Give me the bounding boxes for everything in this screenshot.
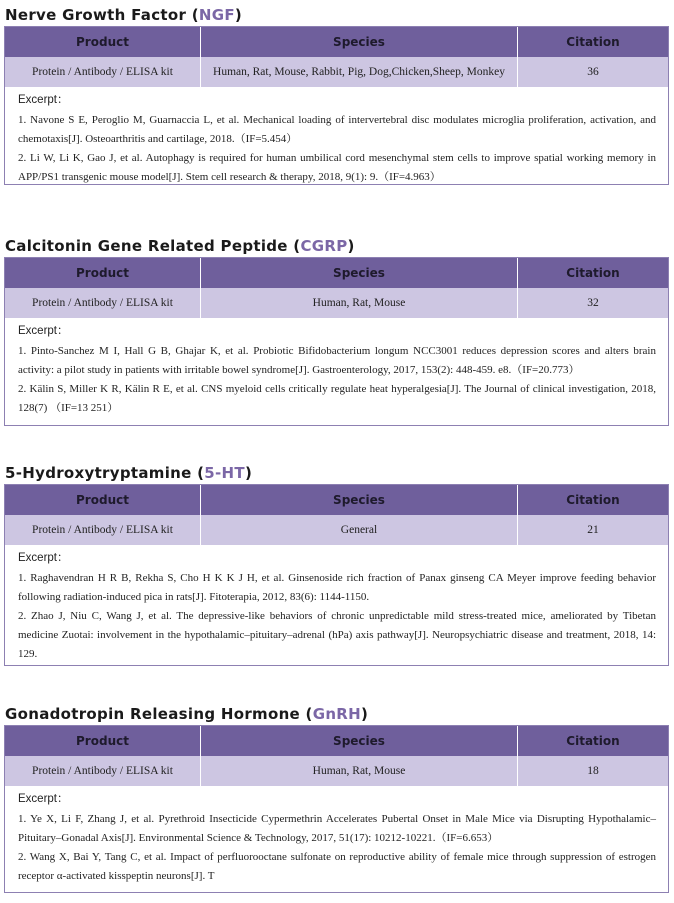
section-ngf [4,4,669,185]
header-product: Product [5,485,201,515]
reference-item: 1. Pinto-Sanchez M I, Hall G B, Ghajar K, et al. Probiotic Bifidobacterium longum NCC3001 reduces depression scores and alters brain activity: a pilot study in patients with irritable bowel syndrome[J]. Gastroenterology, 2017, 153(2): 448-459. e8.（IF=20.773） [18,345,656,376]
header-species: Species [201,258,518,288]
section-title: Gonadotropin Releasing Hormone (GnRH) [5,705,369,723]
table-header [5,485,668,515]
cell-product: Protein / Antibody / ELISA kit [5,288,201,318]
excerpt-label: Excerpt： [18,552,69,564]
header-species: Species [201,485,518,515]
header-product: Product [5,726,201,756]
table-header [5,726,668,756]
reference-item: 1. Raghavendran H R B, Rekha S, Cho H K K J H, et al. Ginsenoside rich fraction of Panax ginseng CA Meyer improve feeding behavior following radiation-induced pica in rats[J]. Fitoterapia, 2012, 83(6): 1144-1150. [18,572,656,603]
cell-citation: 32 [587,297,599,309]
title-text: Nerve Growth Factor [5,6,187,24]
table-row [5,756,668,786]
header-product: Product [5,27,201,57]
table-row [5,515,668,545]
header-citation: Citation [566,266,620,280]
cell-species: Human, Rat, Mouse [201,288,518,318]
reference-item: 2. Li W, Li K, Gao J, et al. Autophagy is required for human umbilical cord mesenchymal stem cells to improve spatial working memory in APP/PS1 transgenic mouse model[J]. Stem cell research & therapy, 2018, 9(1): 9.（IF=4.963） [18,152,656,183]
excerpt-label: Excerpt： [18,793,69,805]
section-title: Nerve Growth Factor (NGF) [5,6,243,24]
cell-product: Protein / Antibody / ELISA kit [5,756,201,786]
cell-citation: 36 [587,66,599,78]
title-abbr: NGF [198,6,235,24]
section-gnrh [4,703,669,893]
section-5ht [4,462,669,666]
product-table [4,484,669,666]
section-cgrp [4,235,669,426]
excerpt-block [5,87,668,184]
reference-item: 2. Zhao J, Niu C, Wang J, et al. The depressive-like behaviors of chronic unpredictable mild stress-treated mice, ameliorated by Tibetan medicine Zuotai: involvement in the hypothalamic–pituitary–adrenal (hPa) axis pathway[J]. Neuropsychiatric disease and treatment, 2018, 14: 129. [18,610,656,660]
cell-species: General [201,515,518,545]
reference-item: 1. Navone S E, Peroglio M, Guarnaccia L, et al. Mechanical loading of intervertebral disc modulates microglia proliferation, activation, and chemotaxis[J]. Osteoarthritis and cartilage, 2018.（IF=5.454） [18,114,656,145]
header-citation: Citation [566,493,620,507]
excerpt-block [5,786,668,892]
header-species: Species [201,726,518,756]
reference-item: 1. Ye X, Li F, Zhang J, et al. Pyrethroid Insecticide Cypermethrin Accelerates Pubertal Onset in Male Mice via Disrupting Hypothalamic–Pituitary–Gonadal Axis[J]. Environmental Science & Technology, 2017, 51(17): 10212-10221.（IF=6.653） [18,813,656,844]
reference-item: 2. Kälin S, Miller K R, Kälin R E, et al. CNS myeloid cells critically regulate heat hyperalgesia[J]. The Journal of clinical investigation, 2018, 128(7) （IF=13 251） [18,383,656,414]
table-row [5,288,668,318]
excerpt-label: Excerpt： [18,325,69,337]
header-citation: Citation [566,734,620,748]
excerpt-block [5,545,668,665]
header-product: Product [5,258,201,288]
header-species: Species [201,27,518,57]
title-text: Gonadotropin Releasing Hormone [5,705,301,723]
product-table [4,26,669,185]
table-header [5,258,668,288]
cell-product: Protein / Antibody / ELISA kit [5,57,201,87]
header-citation: Citation [566,35,620,49]
cell-species: Human, Rat, Mouse, Rabbit, Pig, Dog,Chicken,Sheep, Monkey [201,57,518,87]
excerpt-block [5,318,668,425]
table-header [5,27,668,57]
title-text: 5-Hydroxytryptamine [5,464,192,482]
reference-item: 2. Wang X, Bai Y, Tang C, et al. Impact of perfluorooctane sulfonate on reproductive ability of female mice through suppression of estrogen receptor α-activated kisspeptin neurons[J]. T [18,851,656,882]
product-table [4,257,669,426]
cell-citation: 18 [587,765,599,777]
title-abbr: GnRH [312,705,362,723]
cell-citation: 21 [587,524,599,536]
cell-product: Protein / Antibody / ELISA kit [5,515,201,545]
section-title: 5-Hydroxytryptamine (5-HT) [5,464,253,482]
title-text: Calcitonin Gene Related Peptide [5,237,288,255]
excerpt-label: Excerpt： [18,94,69,106]
section-title: Calcitonin Gene Related Peptide (CGRP) [5,237,355,255]
cell-species: Human, Rat, Mouse [201,756,518,786]
title-abbr: 5-HT [204,464,245,482]
table-row [5,57,668,87]
product-table [4,725,669,893]
title-abbr: CGRP [300,237,348,255]
